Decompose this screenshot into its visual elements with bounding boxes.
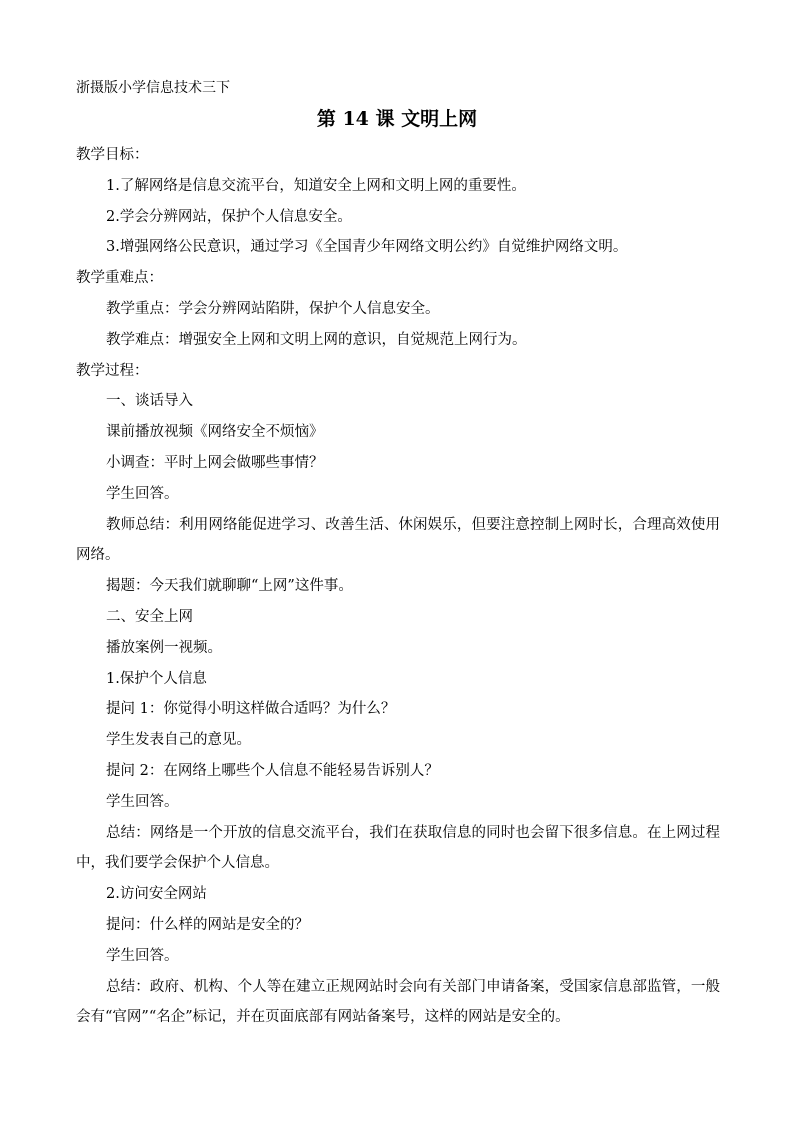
section-safe-online-heading: 二、安全上网 <box>106 608 193 625</box>
paragraph-summary: 总结：政府、机构、个人等在建立正规网站时会向有关部门申请备案，受国家信息部监管，一般会有“官网”“名企”标记，并在页面底部有网站备案号，这样的网站是安全的。 <box>76 978 720 1026</box>
paragraph: 小调查：平时上网会做哪些事情？ <box>106 454 324 471</box>
heading-teaching-process: 教学过程： <box>76 362 149 379</box>
paragraph: 学生回答。 <box>106 793 179 810</box>
goal-item-3: 3.增强网络公民意识，通过学习《全国青少年网络文明公约》自觉维护网络文明。 <box>106 239 628 256</box>
key-point: 教学重点：学会分辨网站陷阱，保护个人信息安全。 <box>106 300 440 317</box>
heading-key-points: 教学重难点： <box>76 270 163 287</box>
heading-teaching-goals: 教学目标： <box>76 147 149 163</box>
paragraph: 学生发表自己的意见。 <box>106 732 251 749</box>
paragraph: 提问 2：在网络上哪些个人信息不能轻易告诉别人？ <box>106 762 439 779</box>
difficult-point: 教学难点：增强安全上网和文明上网的意识，自觉规范上网行为。 <box>106 331 527 348</box>
paragraph-teacher-summary: 教师总结：利用网络能促进学习、改善生活、休闲娱乐，但要注意控制上网时长，合理高效使用网络。 <box>76 516 720 564</box>
paragraph: 揭题：今天我们就聊聊“上网”这件事。 <box>106 578 353 595</box>
subsection-heading: 2.访问安全网站 <box>106 886 207 903</box>
lesson-title: 第 14 课 文明上网 <box>316 108 478 130</box>
header-note: 浙摄版小学信息技术三下 <box>76 80 230 96</box>
lesson-body <box>76 140 720 1033</box>
paragraph: 提问：什么样的网站是安全的？ <box>106 916 309 933</box>
paragraph: 学生回答。 <box>106 485 179 502</box>
paragraph: 提问 1：你觉得小明这样做合适吗？为什么？ <box>106 701 396 718</box>
subsection-heading: 1.保护个人信息 <box>106 670 207 687</box>
paragraph: 播放案例一视频。 <box>106 639 222 656</box>
paragraph: 课前播放视频《网络安全不烦恼》 <box>106 424 324 441</box>
goal-item-2: 2.学会分辨网站，保护个人信息安全。 <box>106 208 352 225</box>
section-intro-heading: 一、谈话导入 <box>106 393 193 410</box>
paragraph-summary: 总结：网络是一个开放的信息交流平台，我们在获取信息的同时也会留下很多信息。在上网过程中，我们要学会保护个人信息。 <box>76 824 720 872</box>
goal-item-1: 1.了解网络是信息交流平台，知道安全上网和文明上网的重要性。 <box>106 177 526 194</box>
paragraph: 学生回答。 <box>106 947 179 964</box>
